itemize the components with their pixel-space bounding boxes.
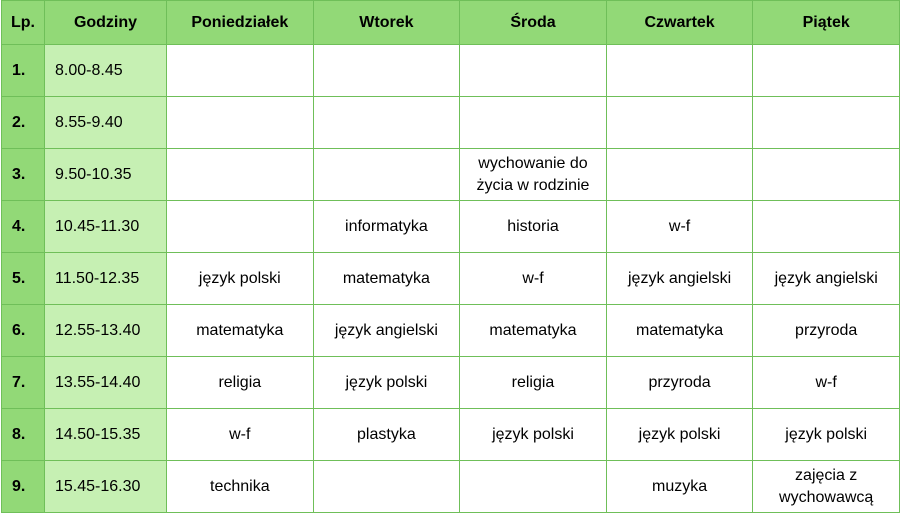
- header-hours: Godziny: [45, 1, 167, 45]
- row-hours: 14.50-15.35: [45, 409, 167, 461]
- header-day-wednesday: Środa: [460, 1, 607, 45]
- lesson-cell: wychowanie do życia w rodzinie: [460, 149, 607, 201]
- lesson-cell: [167, 45, 314, 97]
- table-row: [2, 97, 900, 149]
- lesson-cell: w-f: [460, 253, 607, 305]
- timetable: [1, 0, 900, 513]
- lesson-cell: matematyka: [460, 305, 607, 357]
- lesson-cell: [313, 97, 460, 149]
- row-hours: 12.55-13.40: [45, 305, 167, 357]
- header-day-friday: Piątek: [753, 1, 900, 45]
- table-row: [2, 305, 900, 357]
- lesson-cell: przyroda: [753, 305, 900, 357]
- lesson-cell: [313, 149, 460, 201]
- lesson-cell: [167, 201, 314, 253]
- lesson-cell: [606, 45, 753, 97]
- table-row: [2, 253, 900, 305]
- lesson-cell: religia: [460, 357, 607, 409]
- table-row: [2, 461, 900, 513]
- lesson-cell: język polski: [606, 409, 753, 461]
- lesson-cell: [606, 149, 753, 201]
- lesson-cell: technika: [167, 461, 314, 513]
- lesson-cell: zajęcia z wychowawcą: [753, 461, 900, 513]
- row-number: 3.: [2, 149, 45, 201]
- row-number: 1.: [2, 45, 45, 97]
- row-hours: 11.50-12.35: [45, 253, 167, 305]
- lesson-cell: religia: [167, 357, 314, 409]
- lesson-cell: [167, 97, 314, 149]
- row-number: 6.: [2, 305, 45, 357]
- lesson-cell: muzyka: [606, 461, 753, 513]
- lesson-cell: [313, 461, 460, 513]
- lesson-cell: [753, 149, 900, 201]
- row-number: 2.: [2, 97, 45, 149]
- lesson-cell: [606, 97, 753, 149]
- header-day-monday: Poniedziałek: [167, 1, 314, 45]
- row-number: 4.: [2, 201, 45, 253]
- lesson-cell: język polski: [460, 409, 607, 461]
- header-row: [2, 1, 900, 45]
- lesson-cell: matematyka: [606, 305, 753, 357]
- lesson-cell: plastyka: [313, 409, 460, 461]
- lesson-cell: język polski: [313, 357, 460, 409]
- table-row: [2, 45, 900, 97]
- lesson-cell: [460, 97, 607, 149]
- row-hours: 10.45-11.30: [45, 201, 167, 253]
- lesson-cell: [167, 149, 314, 201]
- lesson-cell: język angielski: [313, 305, 460, 357]
- row-number: 8.: [2, 409, 45, 461]
- lesson-cell: [313, 45, 460, 97]
- row-hours: 8.00-8.45: [45, 45, 167, 97]
- table-row: [2, 409, 900, 461]
- lesson-cell: język angielski: [606, 253, 753, 305]
- lesson-cell: informatyka: [313, 201, 460, 253]
- row-hours: 13.55-14.40: [45, 357, 167, 409]
- lesson-cell: [753, 45, 900, 97]
- lesson-cell: historia: [460, 201, 607, 253]
- lesson-cell: [753, 97, 900, 149]
- lesson-cell: język polski: [753, 409, 900, 461]
- header-lp: Lp.: [2, 1, 45, 45]
- row-number: 9.: [2, 461, 45, 513]
- lesson-cell: matematyka: [167, 305, 314, 357]
- row-hours: 9.50-10.35: [45, 149, 167, 201]
- row-hours: 8.55-9.40: [45, 97, 167, 149]
- header-day-thursday: Czwartek: [606, 1, 753, 45]
- lesson-cell: język polski: [167, 253, 314, 305]
- table-row: [2, 201, 900, 253]
- row-number: 5.: [2, 253, 45, 305]
- lesson-cell: [460, 45, 607, 97]
- table-row: [2, 357, 900, 409]
- lesson-cell: w-f: [753, 357, 900, 409]
- lesson-cell: [753, 201, 900, 253]
- header-day-tuesday: Wtorek: [313, 1, 460, 45]
- row-number: 7.: [2, 357, 45, 409]
- lesson-cell: w-f: [606, 201, 753, 253]
- lesson-cell: w-f: [167, 409, 314, 461]
- lesson-cell: przyroda: [606, 357, 753, 409]
- lesson-cell: [460, 461, 607, 513]
- table-row: [2, 149, 900, 201]
- lesson-cell: matematyka: [313, 253, 460, 305]
- lesson-cell: język angielski: [753, 253, 900, 305]
- row-hours: 15.45-16.30: [45, 461, 167, 513]
